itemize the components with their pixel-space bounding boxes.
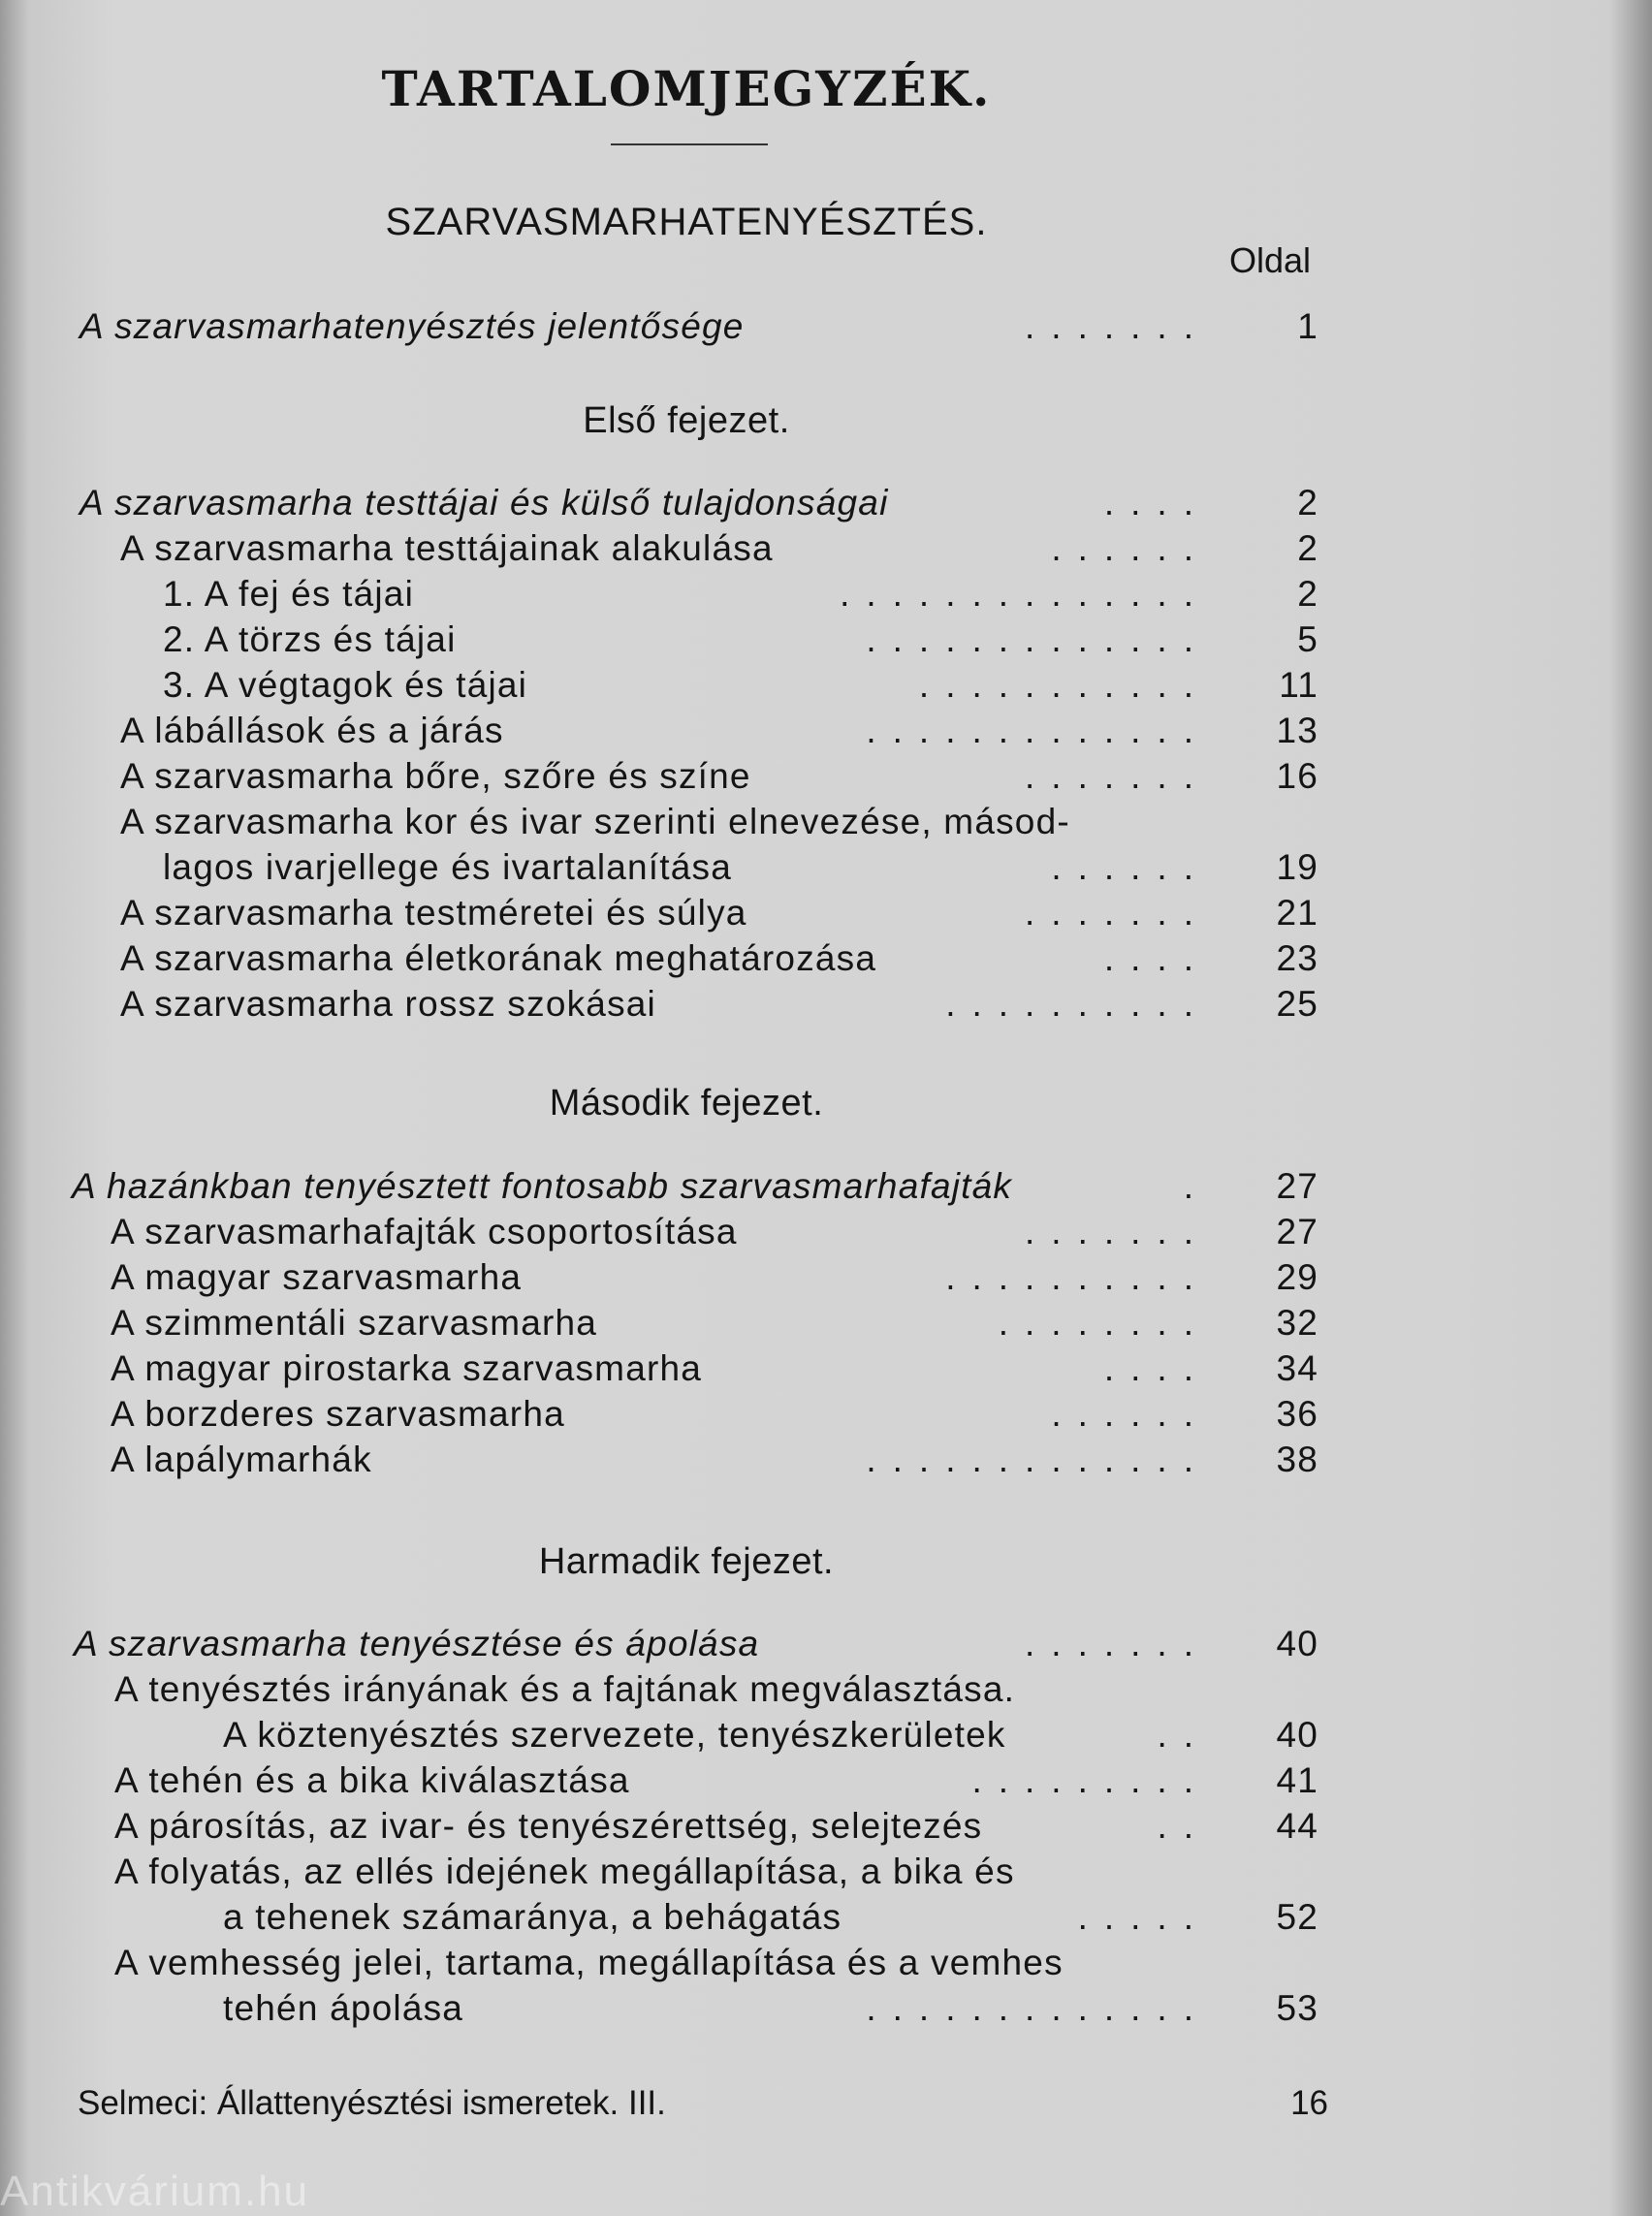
entry-text: A folyatás, az ellés idejének megállapítása, a bika és (114, 1852, 1015, 1891)
toc-entry (0, 1209, 1318, 1254)
watermark: Antikvárium.hu (0, 2168, 310, 2215)
leader-dots: ......... (971, 1760, 1210, 1800)
leader-dots: ....... (1025, 1624, 1210, 1663)
entry-page: 40 (1276, 1715, 1318, 1755)
leader-dots: ...... (1051, 528, 1210, 568)
toc-entry (0, 662, 1318, 708)
entry-text: 3. A végtagok és tájai (163, 665, 528, 705)
entry-page: 16 (1276, 756, 1318, 796)
toc-entry (0, 753, 1318, 799)
toc-entry (0, 480, 1318, 525)
toc-entry (0, 1391, 1318, 1437)
toc-entry (0, 1666, 1318, 1712)
entry-text: A szarvasmarhafajták csoportosítása (111, 1212, 738, 1251)
title-divider (611, 143, 768, 145)
entry-text: A szarvasmarha kor és ivar szerinti elnevezése, másod- (120, 802, 1070, 841)
leader-dots: .......... (945, 1257, 1210, 1297)
entry-page: 41 (1276, 1760, 1318, 1800)
leader-dots: . (1183, 1166, 1210, 1206)
entry-page: 19 (1276, 847, 1318, 887)
page-column-label: Oldal (1228, 240, 1311, 280)
entry-text: A szarvasmarha testméretei és súlya (120, 893, 747, 933)
entry-text: A hazánkban tenyésztett fontosabb szarvasmarhafajták (72, 1166, 1013, 1206)
toc-entry (0, 1163, 1318, 1209)
entry-page: 52 (1276, 1897, 1318, 1937)
entry-text: A magyar pirostarka szarvasmarha (111, 1348, 703, 1388)
entry-page: 40 (1276, 1624, 1318, 1663)
leader-dots: ...... (1051, 847, 1210, 887)
chapter-heading: Második fejezet. (549, 1083, 824, 1124)
toc-entry (0, 890, 1318, 935)
toc-entry (0, 935, 1318, 981)
entry-text: a tehenek számaránya, a behágatás (223, 1897, 842, 1937)
entry-text: A vemhesség jelei, tartama, megállapítása és a vemhes (114, 1943, 1064, 1982)
entry-page: 32 (1276, 1303, 1318, 1343)
entry-text: A szarvasmarhatenyésztés jelentősége (79, 306, 745, 346)
entry-page: 2 (1297, 483, 1318, 522)
toc-entry (0, 525, 1318, 571)
leader-dots: ........... (918, 665, 1210, 705)
footer-book-title: Selmeci: Állattenyésztési ismeretek. III. (78, 2084, 666, 2122)
entry-page: 27 (1276, 1212, 1318, 1251)
entry-page: 53 (1276, 1988, 1318, 2028)
leader-dots: .... (1103, 483, 1210, 522)
toc-entry (0, 617, 1318, 662)
entry-text: A párosítás, az ivar- és tenyészérettség, selejtezés (114, 1806, 983, 1846)
entry-page: 34 (1276, 1348, 1318, 1388)
toc-entry-continuation (0, 1712, 1318, 1757)
toc-entry (0, 303, 1318, 349)
entry-page: 2 (1297, 528, 1318, 568)
entry-page: 23 (1276, 938, 1318, 978)
entry-text: A borzderes szarvasmarha (111, 1394, 565, 1434)
toc-entry (0, 1757, 1318, 1803)
entry-text: A lábállások és a járás (120, 711, 504, 750)
toc-entry (0, 1940, 1318, 1985)
entry-page: 38 (1276, 1440, 1318, 1479)
toc-entry (0, 799, 1318, 844)
entry-text: A szarvasmarha bőre, szőre és színe (120, 756, 751, 796)
toc-entry-continuation (0, 1894, 1318, 1940)
entry-page: 36 (1276, 1394, 1318, 1434)
chapter-heading: Első fejezet. (583, 400, 790, 441)
entry-text: A szarvasmarha rossz szokásai (120, 984, 656, 1024)
entry-text: A tenyésztés irányának és a fajtának megválasztása. (114, 1669, 1016, 1709)
leader-dots: ............. (866, 1988, 1210, 2028)
leader-dots: ........ (998, 1303, 1210, 1343)
leader-dots: ............. (866, 619, 1210, 659)
entry-text: 2. A törzs és tájai (163, 619, 457, 659)
toc-entry (0, 981, 1318, 1027)
toc-entry-continuation (0, 844, 1318, 890)
leader-dots: .......... (945, 984, 1210, 1024)
entry-text: A szarvasmarha életkorának meghatározása (120, 938, 877, 978)
entry-text: A tehén és a bika kiválasztása (114, 1760, 630, 1800)
leader-dots: .............. (840, 574, 1210, 614)
entry-page: 25 (1276, 984, 1318, 1024)
page-title: TARTALOMJEGYZÉK. (381, 60, 992, 117)
entry-page: 5 (1297, 619, 1318, 659)
footer-sheet-number: 16 (1290, 2084, 1328, 2122)
toc-entry (0, 708, 1318, 753)
toc-entry-continuation (0, 1985, 1318, 2031)
toc-entry (0, 571, 1318, 617)
entry-page: 2 (1297, 574, 1318, 614)
leader-dots: .... (1103, 1348, 1210, 1388)
entry-page: 44 (1276, 1806, 1318, 1846)
leader-dots: ....... (1025, 893, 1210, 933)
leader-dots: ............. (866, 711, 1210, 750)
leader-dots: ....... (1025, 756, 1210, 796)
leader-dots: ...... (1051, 1394, 1210, 1434)
leader-dots: .. (1157, 1806, 1210, 1846)
entry-text: A köztenyésztés szervezete, tenyészkerületek (223, 1715, 1006, 1755)
entry-page: 11 (1279, 665, 1318, 705)
leader-dots: ....... (1025, 1212, 1210, 1251)
entry-text: A lapálymarhák (111, 1440, 372, 1479)
entry-text: 1. A fej és tájai (163, 574, 415, 614)
chapter-heading: Harmadik fejezet. (538, 1541, 835, 1582)
toc-entry (0, 1621, 1318, 1666)
entry-page: 13 (1276, 711, 1318, 750)
page-footer (78, 2080, 1328, 2127)
toc-entry (0, 1300, 1318, 1345)
toc-entry (0, 1803, 1318, 1849)
toc-entry (0, 1254, 1318, 1300)
leader-dots: ............. (866, 1440, 1210, 1479)
entry-page: 27 (1276, 1166, 1318, 1206)
leader-dots: ..... (1077, 1897, 1210, 1937)
entry-text: A szarvasmarha tenyésztése és ápolása (74, 1624, 760, 1663)
toc-entry (0, 1849, 1318, 1894)
section-title: SZARVASMARHATENYÉSZTÉS. (385, 201, 988, 243)
entry-text: A szimmentáli szarvasmarha (111, 1303, 598, 1343)
toc-entry (0, 1437, 1318, 1482)
toc-entry (0, 1345, 1318, 1391)
leader-dots: ....... (1025, 306, 1210, 346)
leader-dots: .. (1157, 1715, 1210, 1755)
entry-text: A szarvasmarha testtájainak alakulása (120, 528, 774, 568)
entry-page: 29 (1276, 1257, 1318, 1297)
entry-page: 1 (1297, 306, 1318, 346)
entry-text: A magyar szarvasmarha (111, 1257, 523, 1297)
entry-text: lagos ivarjellege és ivartalanítása (163, 847, 733, 887)
entry-text: tehén ápolása (223, 1988, 464, 2028)
entry-text: A szarvasmarha testtájai és külső tulajdonságai (79, 483, 889, 522)
entry-page: 21 (1276, 893, 1318, 933)
leader-dots: .... (1103, 938, 1210, 978)
